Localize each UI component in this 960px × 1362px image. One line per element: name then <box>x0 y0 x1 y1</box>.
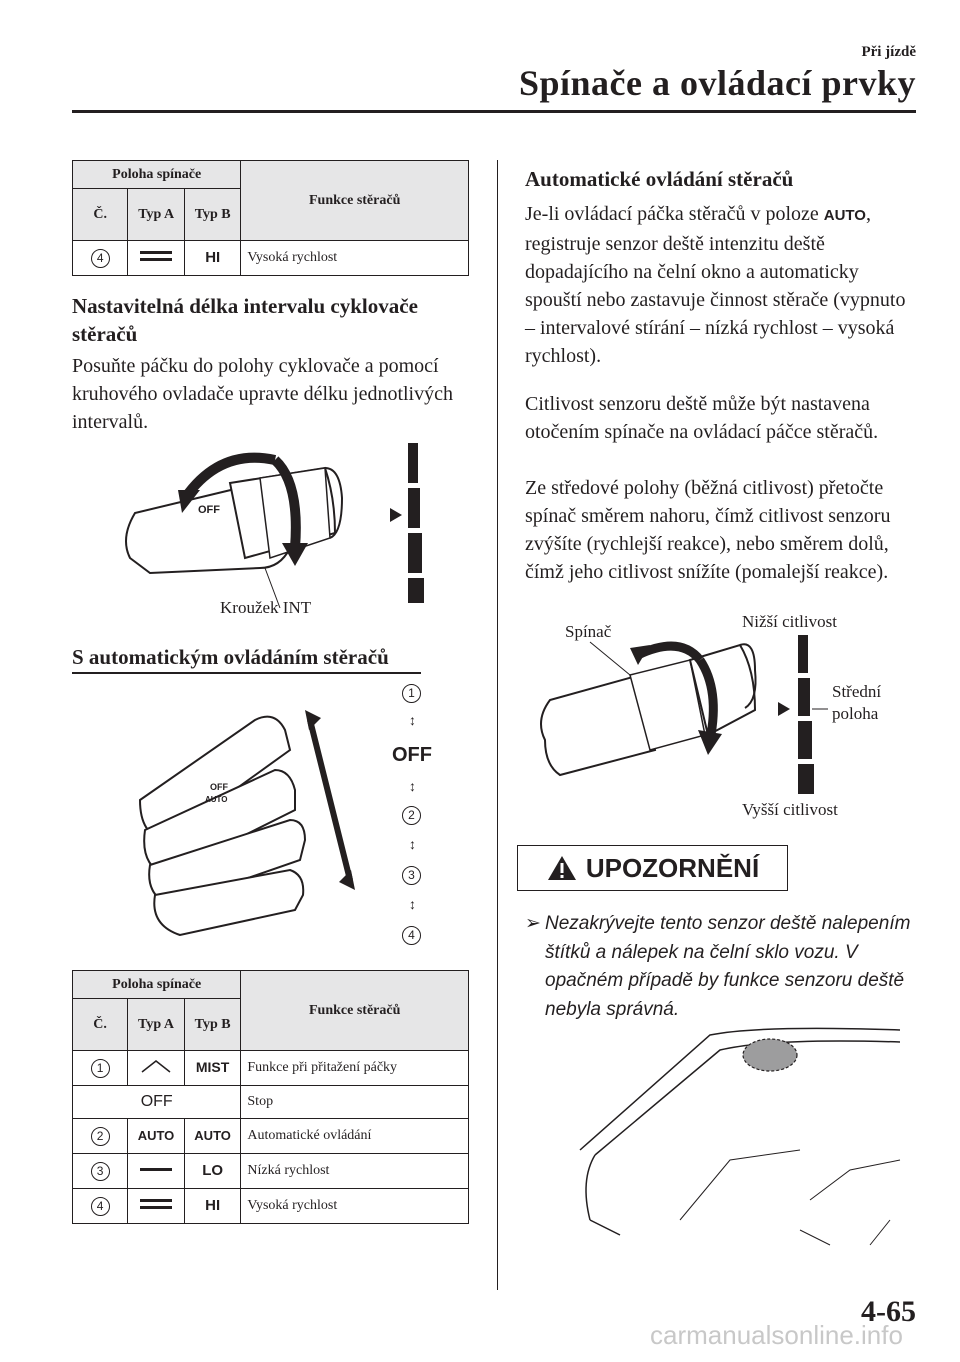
switch-table-bottom <box>72 970 469 1224</box>
switch-table-top <box>72 160 469 276</box>
caution-box <box>517 845 788 891</box>
table-row <box>73 241 469 276</box>
lo-speed-icon <box>136 1164 176 1174</box>
table-head-position: Poloha spínače <box>73 971 241 999</box>
fig-off-label: OFF <box>210 782 228 792</box>
auto-control-para-1: Je-li ovládací páčka stěračů v poloze AUTO, registruje senzor deště intenzitu deště dopadajícího na čelní okno a automaticky spouští nebo zastavuje činnost stěrače (vypnuto – intervalové stírání – nízká rychlost – vysoká rychlost). <box>525 203 906 367</box>
sensitivity-figure <box>530 630 860 800</box>
int-ring-label: Kroužek INT <box>220 598 312 617</box>
page-number: 4-65 <box>861 1295 916 1328</box>
table-head-type-b: Typ B <box>184 999 241 1051</box>
header-rule <box>72 110 916 113</box>
auto-control-para-3: Ze středové polohy (běžná citlivost) přetočte spínač směrem nahoru, čímž citlivost senzoru zvýšíte (rychlejší reakce), nebo směrem dolů, čímž jeho citlivost snížíte (pomalejší reakce). <box>525 477 891 583</box>
caution-text: ➢ Nezakrývejte tento senzor deště nalepením štítků a nálepek na čelní sklo vozu. V opačném případě by funkce senzoru deště nebyla správná. <box>525 910 915 1024</box>
table-head-function: Funkce stěračů <box>241 971 469 1051</box>
middle-position-label-2: poloha <box>832 704 879 723</box>
position-4-marker: 4 <box>402 926 421 945</box>
interval-heading: Nastavitelná délka intervalu cyklovače stěračů <box>72 294 418 346</box>
position-off-marker: OFF <box>392 744 432 766</box>
switch-label: Spínač <box>565 622 612 641</box>
position-1-marker: 1 <box>402 684 421 703</box>
auto-section-heading: S automatickým ovládáním stěračů <box>72 645 421 674</box>
updown-arrow-icon: ↕ <box>409 836 416 852</box>
watermark: carmanualsonline.info <box>650 1320 903 1350</box>
fig-auto-label: AUTO <box>205 795 228 804</box>
table-head-no: Č. <box>73 189 128 241</box>
table-row: OFF Stop <box>73 1086 469 1119</box>
updown-arrow-icon: ↕ <box>409 778 416 794</box>
table-head-no: Č. <box>73 999 128 1051</box>
section-label: Při jízdě <box>861 44 916 60</box>
caution-title: UPOZORNĚNÍ <box>585 852 760 883</box>
dial-off-label: OFF <box>198 504 220 516</box>
middle-position-label: Střední <box>832 682 882 701</box>
lower-sensitivity-label: Nižší citlivost <box>742 612 837 631</box>
table-head-function: Funkce stěračů <box>241 161 469 241</box>
windshield-sensor-figure <box>560 1020 920 1250</box>
table-head-type-b: Typ B <box>185 189 241 241</box>
auto-control-para-2: Citlivost senzoru deště může být nastavena otočením spínače na ovládací páčce stěračů. <box>525 393 879 443</box>
type-b-symbol: HI <box>205 249 221 266</box>
table-head-type-a: Typ A <box>128 999 185 1051</box>
lever-positions-figure <box>125 690 375 945</box>
table-row: 1 MIST Funkce při přitažení páčky <box>73 1051 469 1086</box>
auto-control-heading: Automatické ovládání stěračů <box>525 167 794 191</box>
table-head-type-a: Typ A <box>128 189 185 241</box>
wiper-lever-interval-figure <box>110 438 450 608</box>
updown-arrow-icon: ↕ <box>409 896 416 912</box>
function-text: Vysoká rychlost <box>241 241 469 276</box>
table-row: 2 AUTO AUTO Automatické ovládání <box>73 1119 469 1154</box>
hi-speed-icon <box>136 1197 176 1211</box>
updown-arrow-icon: ↕ <box>409 712 416 728</box>
table-row: 4 HI Vysoká rychlost <box>73 1189 469 1224</box>
auto-symbol: AUTO <box>823 207 866 224</box>
position-number: 4 <box>91 249 110 268</box>
table-head-position: Poloha spínače <box>73 161 241 189</box>
page-title: Spínače a ovládací prvky <box>518 63 916 103</box>
column-divider <box>497 160 498 1290</box>
bullet-arrow-icon: ➢ <box>525 913 541 934</box>
mist-icon <box>136 1058 176 1074</box>
warning-triangle-icon <box>546 854 578 882</box>
higher-sensitivity-label: Vyšší citlivost <box>742 800 838 819</box>
hi-speed-icon <box>136 249 176 263</box>
position-2-marker: 2 <box>402 806 421 825</box>
interval-text: Posuňte páčku do polohy cyklovače a pomocí kruhového ovladače upravte délku jednotlivých intervalů. <box>72 355 453 433</box>
table-row: 3 LO Nízká rychlost <box>73 1154 469 1189</box>
position-3-marker: 3 <box>402 866 421 885</box>
